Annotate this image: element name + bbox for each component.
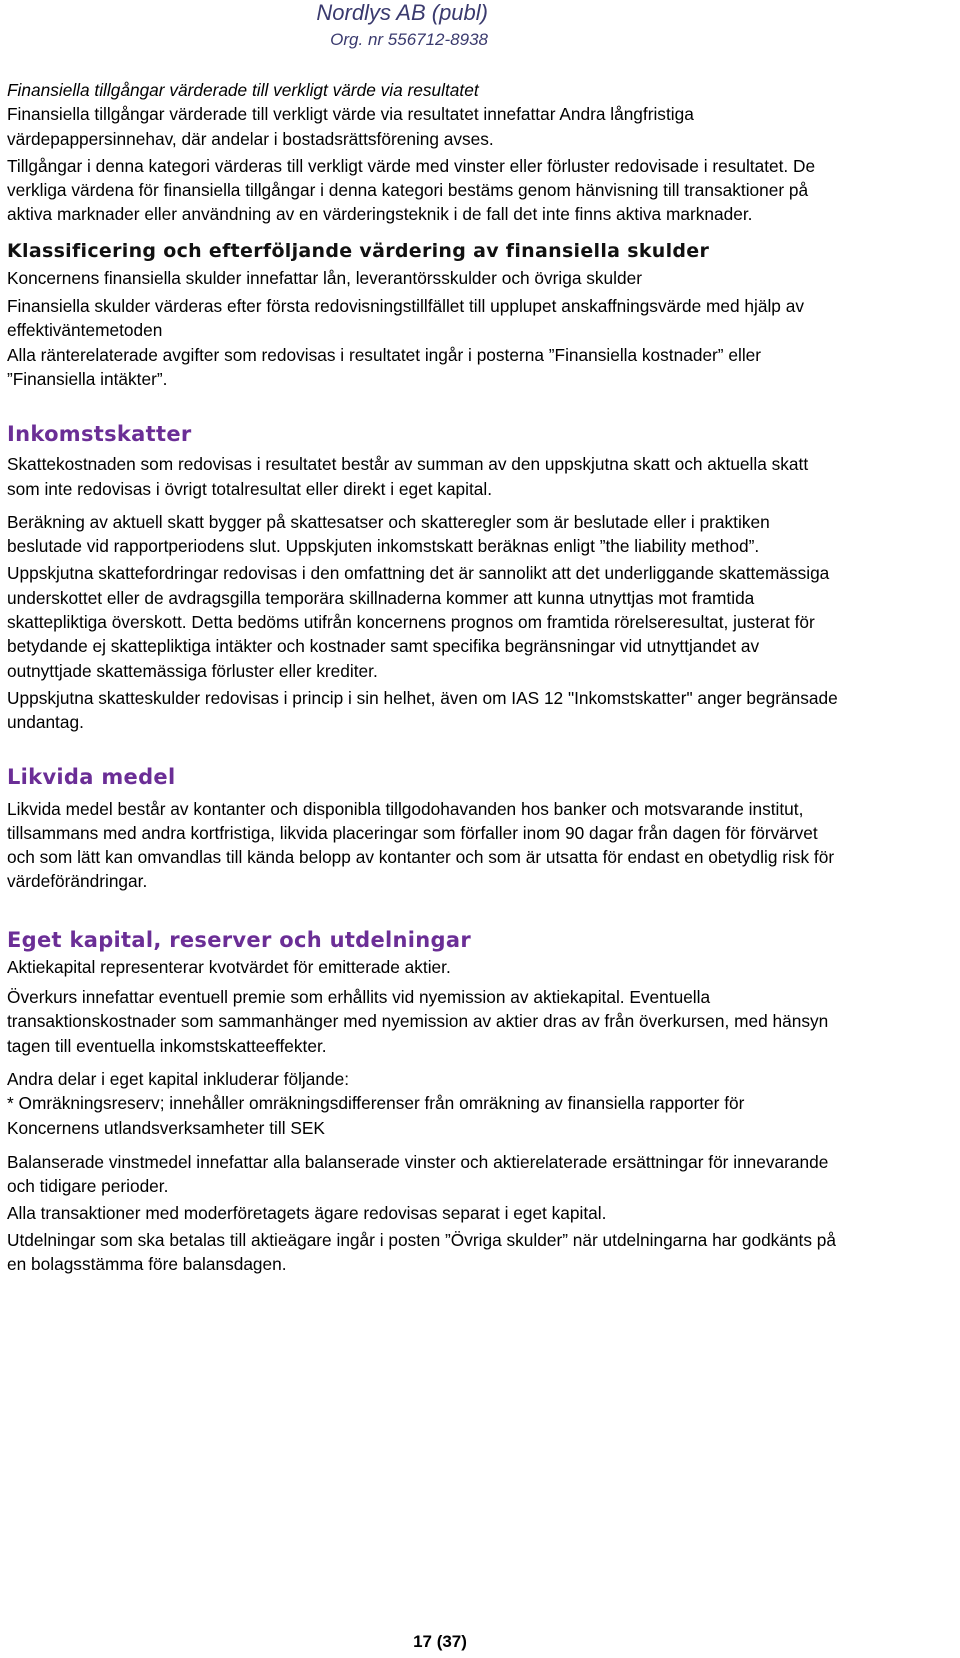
paragraph: Skattekostnaden som redovisas i resultatet består av summan av den uppskjutna skatt och aktuella skatt som inte redovisas i övrigt totalresultat eller direkt i eget kapital. xyxy=(7,454,809,499)
section-cash xyxy=(7,763,957,894)
paragraph: Överkurs innefattar eventuell premie som erhållits vid nyemission av aktiekapital. Eventuella transaktionskostnader som sammanhänger med nyemission av aktier dras av från överkursen, med hänsyn tagen till eventuella inkomstskatteeffekter. xyxy=(7,987,829,1056)
org-number: Org. nr 556712-8938 xyxy=(330,30,488,49)
paragraph: Beräkning av aktuell skatt bygger på skattesatser och skatteregler som är beslutade eller i praktiken beslutade vid rapportperiodens slut. Uppskjuten inkomstskatt beräknas enligt ”the liability method”. xyxy=(7,511,770,557)
company-name: Nordlys AB (publ) xyxy=(316,0,488,25)
heading-cash: Likvida medel xyxy=(7,764,176,789)
section-income-tax xyxy=(7,420,957,734)
paragraph: Utdelningar som ska betalas till aktieägare ingår i posten ”Övriga skulder” när utdelningarna har godkänts på en bolagsstämma före balansdagen. xyxy=(7,1229,837,1274)
paragraph: Koncernens finansiella skulder innefattar lån, leverantörsskulder och övriga skulder xyxy=(7,267,642,288)
paragraph: Tillgångar i denna kategori värderas till verkligt värde med vinster eller förluster redovisade i resultatet. De verkliga värdena för finansiella tillgångar i denna kategori bestäms genom hänvisning till transaktioner på aktiva marknader eller användning av en värderingsteknik i de fall det inte finns aktiva marknader. xyxy=(7,155,816,225)
paragraph: Likvida medel består av kontanter och disponibla tillgodohavanden hos banker och motsvarande institut, tillsammans med andra kortfristiga, likvida placeringar som förfaller inom 90 dagar från dagen för förvärvet och som lätt kan omvandlas till kända belopp av kontanter och som är utsatta för endast en obetydlig risk för värdeförändringar. xyxy=(7,798,835,892)
paragraph: Alla ränterelaterade avgifter som redovisas i resultatet ingår i posterna ”Finansiella kostnader” eller ”Finansiella intäkter”. xyxy=(7,344,762,389)
paragraph: Alla transaktioner med moderföretagets ägare redovisas separat i eget kapital. xyxy=(7,1203,607,1224)
section-equity xyxy=(7,926,957,1277)
section-financial-liabilities xyxy=(7,238,957,391)
section-financial-assets xyxy=(7,78,957,227)
paragraph: Aktiekapital representerar kvotvärdet för emitterade aktier. xyxy=(7,956,451,977)
subheading-financial-assets: Finansiella tillgångar värderade till verkligt värde via resultatet xyxy=(7,80,479,100)
heading-financial-liabilities: Klassificering och efterföljande värdering av finansiella skulder xyxy=(7,239,710,262)
paragraph: Balanserade vinstmedel innefattar alla balanserade vinster och aktierelaterade ersättningar för innevarande och tidigare perioder. xyxy=(7,1151,829,1197)
paragraph: Andra delar i eget kapital inkluderar följande: * Omräkningsreserv; innehåller omräkningsdifferenser från omräkning av finansiella rapporter för Koncernens utlandsverksamheter till SEK xyxy=(7,1068,745,1138)
paragraph: Finansiella tillgångar värderade till verkligt värde via resultatet innefattar Andra långfristiga värdepappersinnehav, där andelar i bostadsrättsförening avses. xyxy=(7,104,694,149)
paragraph: Uppskjutna skatteskulder redovisas i princip i sin helhet, även om IAS 12 "Inkomstskatter" anger begränsade undantag. xyxy=(7,687,838,733)
heading-equity: Eget kapital, reserver och utdelningar xyxy=(7,927,471,952)
heading-income-tax: Inkomstskatter xyxy=(7,422,192,447)
document-body xyxy=(7,78,957,1276)
paragraph: Uppskjutna skattefordringar redovisas i den omfattning det är sannolikt att det underliggande skattemässiga underskottet eller de avdragsgilla temporära skillnaderna kommer att kunna utnyttjas mot framtida skattepliktiga överskott. Detta bedöms utifrån koncernens prognos om framtida rörelseresultat, justerat för betydande ej skattepliktiga intäkter och kostnader samt specifika begränsningar vid utnyttjandet av outnyttjade skattemässiga förluster eller krediter. xyxy=(7,563,830,681)
paragraph: Finansiella skulder värderas efter första redovisningstillfället till upplupet anskaffningsvärde med hjälp av effektiväntemetoden xyxy=(7,296,804,341)
page-number: 17 (37) xyxy=(413,1632,467,1651)
